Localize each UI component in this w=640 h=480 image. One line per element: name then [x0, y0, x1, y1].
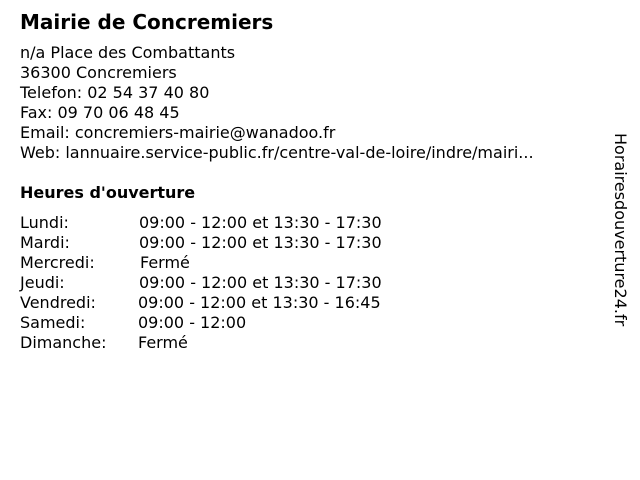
hours-row	[20, 273, 440, 293]
website-url: Web: lannuaire.service-public.fr/centre-val-de-loire/indre/mairi...	[20, 143, 534, 162]
hours-value: 09:00 - 12:00 et 13:30 - 16:45	[138, 293, 381, 312]
hours-row	[20, 233, 440, 253]
address-block	[20, 43, 590, 163]
opening-hours-table	[20, 213, 440, 353]
hours-value: Fermé	[140, 253, 190, 272]
fax-number: Fax: 09 70 06 48 45	[20, 103, 180, 122]
hours-row	[20, 213, 440, 233]
hours-value: 09:00 - 12:00	[138, 313, 247, 332]
hours-value: 09:00 - 12:00 et 13:30 - 17:30	[139, 213, 382, 232]
day-label: Lundi:	[20, 213, 69, 232]
page-title: Mairie de Concremiers	[20, 10, 274, 34]
hours-row	[20, 313, 440, 333]
hours-value: Fermé	[138, 333, 188, 352]
day-label: Mercredi:	[20, 253, 95, 272]
hours-value: 09:00 - 12:00 et 13:30 - 17:30	[139, 233, 382, 252]
hours-value: 09:00 - 12:00 et 13:30 - 17:30	[139, 273, 382, 292]
day-label: Dimanche:	[20, 333, 107, 352]
postal-city: 36300 Concremiers	[20, 63, 177, 82]
day-label: Jeudi:	[20, 273, 65, 292]
hours-row	[20, 333, 440, 353]
email-address: Email: concremiers-mairie@wanadoo.fr	[20, 123, 336, 142]
day-label: Vendredi:	[20, 293, 96, 312]
site-watermark: Horairesdouverture24.fr	[611, 133, 630, 327]
phone-number: Telefon: 02 54 37 40 80	[20, 83, 210, 102]
day-label: Samedi:	[20, 313, 86, 332]
hours-row	[20, 253, 440, 273]
street-address: n/a Place des Combattants	[20, 43, 236, 62]
opening-hours-heading: Heures d'ouverture	[20, 183, 196, 202]
hours-row	[20, 293, 440, 313]
day-label: Mardi:	[20, 233, 70, 252]
